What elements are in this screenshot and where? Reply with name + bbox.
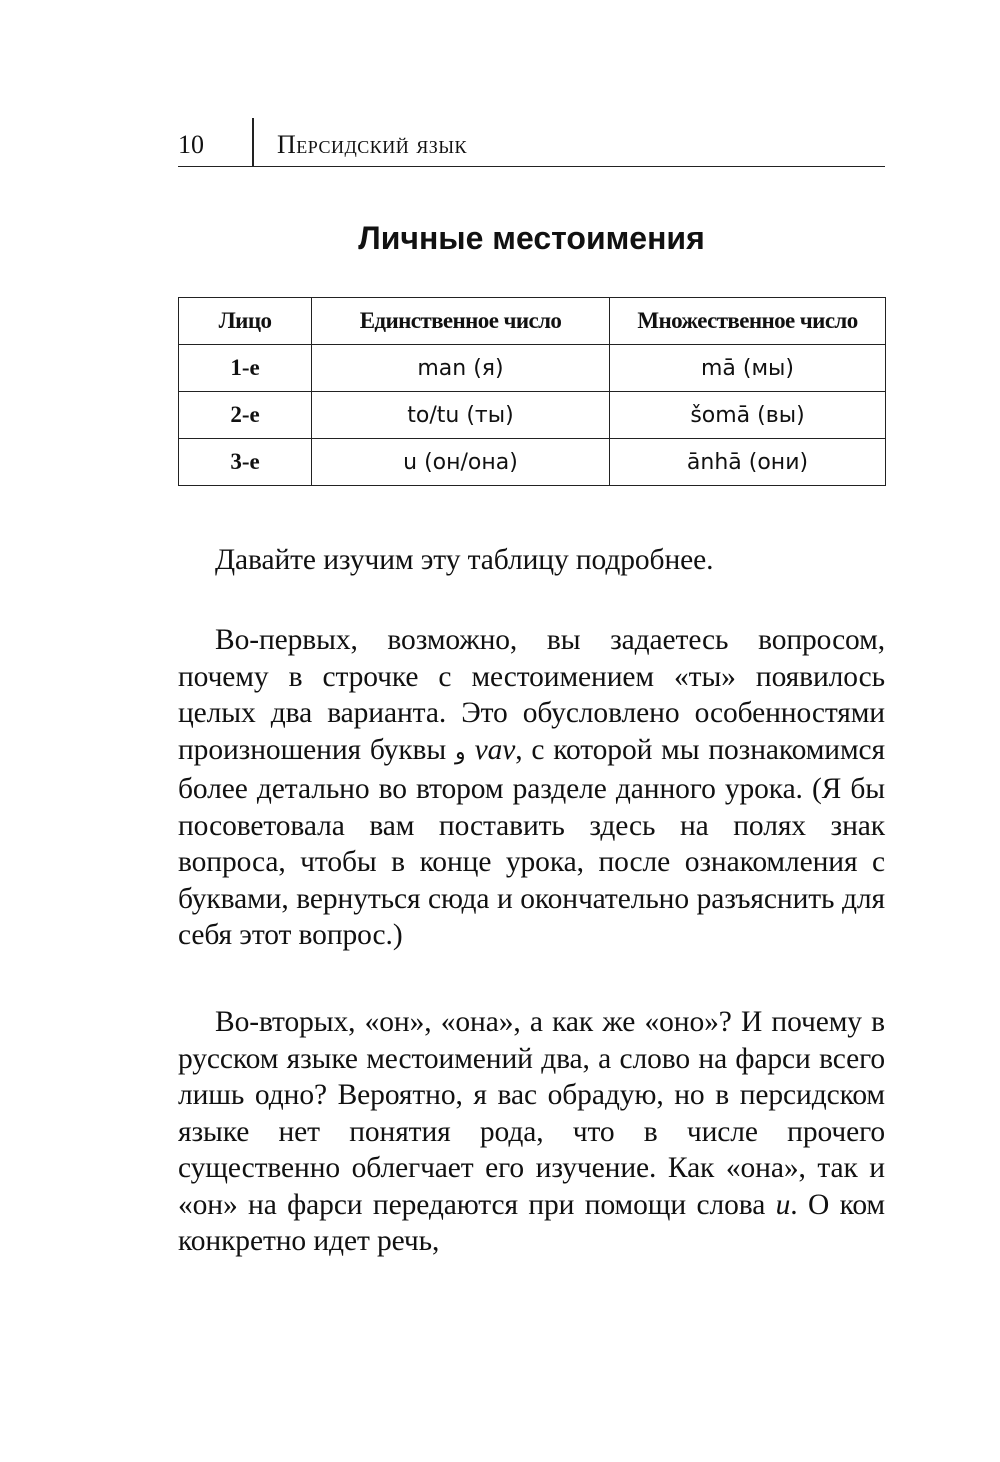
arabic-letter-vav: و bbox=[454, 739, 466, 765]
paragraph-first-point bbox=[178, 622, 885, 954]
text-segment: , с которой мы познакомимся более детально во втором разделе данного урока. (Я бы посоветовала вам поставить здесь на полях знак вопроса, чтобы в конце урока, после ознакомления с буквами, вернуться сюда и окончательно разъяснить для себя этот вопрос.) bbox=[178, 733, 885, 951]
table-row bbox=[179, 392, 886, 439]
plural-cell: ānhā (они) bbox=[610, 439, 886, 486]
singular-cell: u (он/она) bbox=[312, 439, 610, 486]
singular-cell: man (я) bbox=[312, 345, 610, 392]
pronouns-table bbox=[178, 297, 886, 486]
plural-cell: šomā (вы) bbox=[610, 392, 886, 439]
text-segment: Во-вторых, «он», «она», а как же «оно»? И почему в русском языке местоимений два, а слово на фарси всего лишь одно? Вероятно, я вас обрадую, но в персидском языке нет понятия рода, что в числе прочего существенно облегчает его изучение. Как «она», так и «он» на фарси передаются при помощи слова bbox=[178, 1006, 885, 1221]
table-title: Личные местоимения bbox=[358, 220, 705, 256]
paragraph-text: Давайте изучим эту таблицу подробнее. bbox=[215, 544, 714, 576]
page-number: 10 bbox=[178, 130, 204, 159]
header-divider bbox=[252, 118, 254, 166]
paragraph-text bbox=[178, 1004, 885, 1260]
table-row bbox=[179, 439, 886, 486]
singular-cell: to/tu (ты) bbox=[312, 392, 610, 439]
person-cell: 2-е bbox=[179, 392, 312, 439]
column-header-singular: Единственное число bbox=[312, 298, 610, 345]
running-head bbox=[178, 112, 885, 167]
book-title: Персидский язык bbox=[277, 130, 468, 159]
word-u: u bbox=[775, 1188, 791, 1221]
table-header-row bbox=[179, 298, 886, 345]
table-row bbox=[179, 345, 886, 392]
person-cell: 1-е bbox=[179, 345, 312, 392]
text-segment: . О ком конкретно идет речь, bbox=[178, 1188, 885, 1257]
column-header-person: Лицо bbox=[179, 298, 312, 345]
person-cell: 3-е bbox=[179, 439, 312, 486]
column-header-plural: Множественное число bbox=[610, 298, 886, 345]
text-segment: Во-первых, возможно, вы задаетесь вопросом, почему в строчке с местоимением «ты» появилось целых два варианта. Это обусловлено особенностями произношения буквы bbox=[178, 624, 885, 766]
letter-name-vav: vav bbox=[474, 733, 516, 766]
paragraph-text bbox=[178, 622, 885, 954]
plural-cell: mā (мы) bbox=[610, 345, 886, 392]
paragraph-intro bbox=[178, 542, 885, 579]
paragraph-second-point bbox=[178, 1004, 885, 1260]
